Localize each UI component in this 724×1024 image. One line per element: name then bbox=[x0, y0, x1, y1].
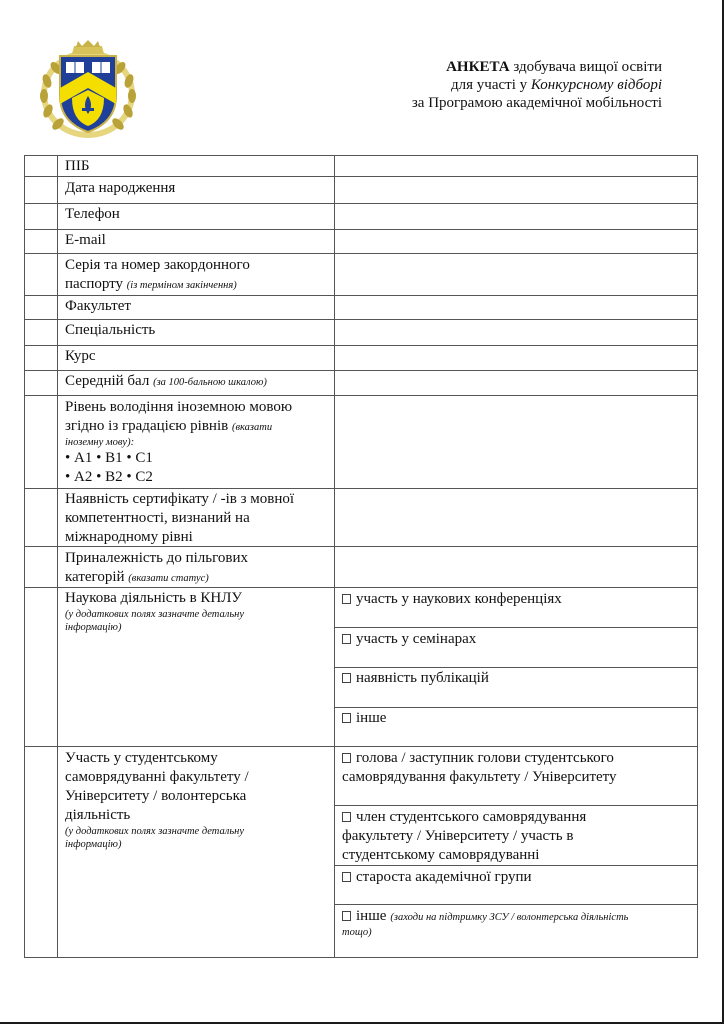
science-option-conferences[interactable]: участь у наукових конференціях bbox=[342, 590, 562, 609]
language-levels-b: • А2 • В2 • С2 bbox=[65, 469, 153, 485]
option-divider bbox=[334, 627, 698, 628]
label-science: Наукова діяльність в КНЛУ (у додаткових полях зазначте детальну інформацію) bbox=[65, 590, 244, 633]
form-subtitle: для участі у Конкурсному відборі bbox=[451, 77, 662, 93]
passport-field[interactable] bbox=[335, 254, 697, 295]
selfgov-option-group-leader[interactable]: староста академічної групи bbox=[342, 868, 532, 887]
science-option-seminars[interactable]: участь у семінарах bbox=[342, 630, 476, 649]
table-border-left bbox=[24, 155, 25, 958]
checkbox[interactable] bbox=[342, 812, 351, 822]
checkbox[interactable] bbox=[342, 594, 351, 604]
label-self-government: Участь у студентському самоврядуванні факультету / Університету / волонтерська діяльність (у додаткових полях зазначте детальну інформацію) bbox=[65, 750, 249, 850]
label-language-level: Рівень володіння іноземною мовою згідно із градацією рівнів (вказати іноземну мову): • А1 • В1 • С1 • А2 • В2 • С2 bbox=[65, 398, 333, 487]
label-speciality: Спеціальність bbox=[65, 322, 156, 338]
checkbox[interactable] bbox=[342, 911, 351, 921]
label-certificate: Наявність сертифікату / -ів з мовної компетентності, визнаний на міжнародному рівні bbox=[65, 491, 295, 545]
option-divider bbox=[334, 805, 698, 806]
form-header bbox=[412, 58, 662, 112]
label-full-name: ПІБ bbox=[65, 158, 90, 174]
speciality-field[interactable] bbox=[335, 320, 697, 345]
label-average-score: Середній бал (за 100-бальною шкалою) bbox=[65, 373, 267, 389]
certificate-field[interactable] bbox=[335, 489, 697, 546]
course-field[interactable] bbox=[335, 346, 697, 370]
selfgov-option-head[interactable]: голова / заступник голови студентського самоврядування факультету / Університету bbox=[342, 750, 617, 785]
science-option-other[interactable]: інше bbox=[342, 709, 386, 728]
table-border-bottom bbox=[24, 957, 698, 958]
label-phone: Телефон bbox=[65, 206, 120, 222]
language-levels-a: • А1 • В1 • С1 bbox=[65, 450, 153, 466]
checkbox[interactable] bbox=[342, 713, 351, 723]
row-divider bbox=[24, 587, 698, 588]
option-divider bbox=[334, 707, 698, 708]
label-passport: Серія та номер закордонного паспорту (із терміном закінчення) bbox=[65, 257, 250, 292]
email-field[interactable] bbox=[335, 230, 697, 253]
form-title: АНКЕТА здобувача вищої освіти bbox=[446, 59, 662, 75]
science-option-publications[interactable]: наявність публікацій bbox=[342, 669, 489, 688]
form-program: за Програмою академічної мобільності bbox=[411, 95, 662, 111]
selfgov-option-member[interactable]: член студентського самоврядування факультету / Університету / участь в студентському самоврядуванні bbox=[342, 809, 587, 863]
language-level-field[interactable] bbox=[335, 396, 697, 488]
questionnaire-table bbox=[24, 155, 698, 958]
checkbox[interactable] bbox=[342, 634, 351, 644]
faculty-field[interactable] bbox=[335, 296, 697, 319]
label-email: E-mail bbox=[65, 232, 106, 248]
full-name-field[interactable] bbox=[335, 156, 697, 176]
phone-field[interactable] bbox=[335, 204, 697, 229]
label-birth-date: Дата народження bbox=[65, 180, 176, 196]
label-faculty: Факультет bbox=[65, 298, 131, 314]
checkbox[interactable] bbox=[342, 753, 351, 763]
label-benefit-category: Приналежність до пільгових категорій (вказати статус) bbox=[65, 550, 248, 585]
table-border-right bbox=[697, 155, 698, 958]
checkbox[interactable] bbox=[342, 872, 351, 882]
label-course: Курс bbox=[65, 348, 96, 364]
university-coat-of-arms-icon bbox=[38, 36, 138, 140]
option-divider bbox=[334, 865, 698, 866]
benefit-category-field[interactable] bbox=[335, 547, 697, 587]
option-divider bbox=[334, 904, 698, 905]
option-divider bbox=[334, 667, 698, 668]
average-score-field[interactable] bbox=[335, 371, 697, 395]
selfgov-option-other[interactable]: інше (заходи на підтримку ЗСУ / волонтерська діяльність тощо) bbox=[342, 908, 629, 938]
checkbox[interactable] bbox=[342, 673, 351, 683]
row-divider bbox=[24, 746, 698, 747]
birth-date-field[interactable] bbox=[335, 177, 697, 203]
table-col-divider-1 bbox=[57, 155, 58, 958]
